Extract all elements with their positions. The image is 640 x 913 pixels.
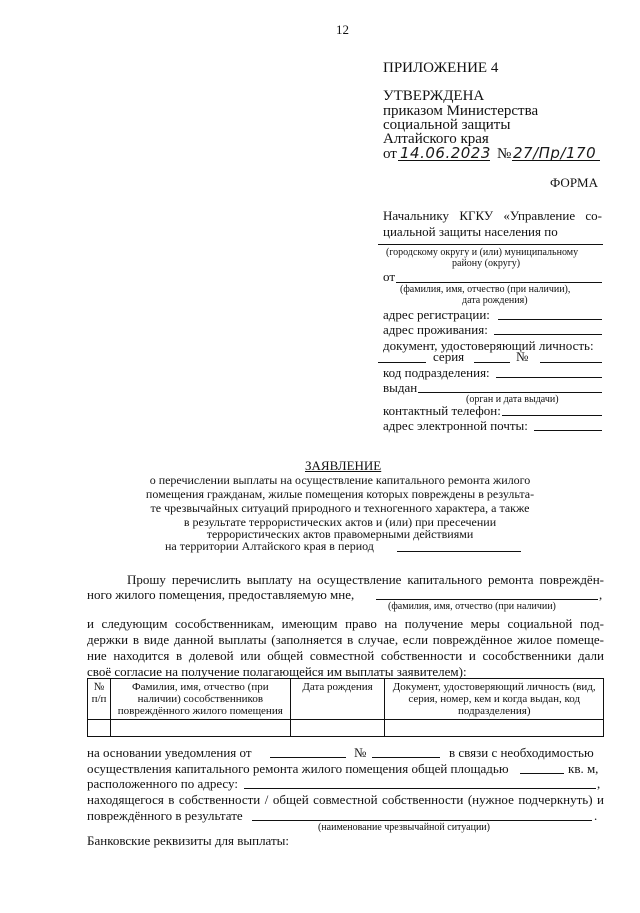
table-cell[interactable] bbox=[110, 720, 290, 737]
table-cell[interactable] bbox=[385, 720, 604, 737]
basis-l1-c: в связи с необходимостью bbox=[449, 745, 594, 760]
basis-l4: находящегося в собственности / общей совместной собственности (нужное подчеркнуть) и bbox=[87, 792, 604, 807]
reg-address-field[interactable] bbox=[498, 319, 602, 320]
bank-details-label: Банковские реквизиты для выплаты: bbox=[87, 833, 290, 848]
applicant-hint1: (фамилия, имя, отчество (при наличии), bbox=[400, 284, 571, 295]
table-header-birthdate: Дата рождения bbox=[290, 679, 385, 720]
page-number: 12 bbox=[336, 22, 349, 37]
division-code-field[interactable] bbox=[496, 377, 602, 378]
issued-field[interactable] bbox=[418, 392, 602, 393]
table-header-name: Фамилия, имя, отчество (при наличии) сособственников повреждённого жилого помещения bbox=[110, 679, 290, 720]
issued-label: выдан bbox=[383, 380, 418, 395]
notice-date-field[interactable] bbox=[270, 757, 346, 758]
reg-address-label: адрес регистрации: bbox=[383, 307, 490, 322]
table-cell[interactable] bbox=[88, 720, 111, 737]
basis-l1-a: на основании уведомления от bbox=[87, 745, 252, 760]
statement-line3: те чрезвычайных ситуаций природного и техногенного характера, а также bbox=[150, 501, 530, 515]
table-header-number: № п/п bbox=[88, 679, 111, 720]
approved-line3: Алтайского края bbox=[383, 131, 489, 147]
emergency-name-field[interactable] bbox=[252, 820, 592, 821]
period-field[interactable] bbox=[397, 551, 521, 552]
applicant-fio-field[interactable] bbox=[376, 599, 598, 600]
district-hint1: (городскому округу и (или) муниципальному bbox=[386, 247, 579, 258]
approved-title: УТВЕРЖДЕНА bbox=[383, 88, 485, 104]
basis-l3-comma: , bbox=[597, 776, 601, 791]
p2-line1: и следующим сособственникам, имеющим право на получение меры социальной под- bbox=[87, 616, 604, 631]
phone-label: контактный телефон: bbox=[383, 403, 501, 418]
statement-line2: помещения гражданам, жилые помещения которых повреждены в результа- bbox=[145, 487, 535, 501]
statement-line1: о перечислении выплаты на осуществление капитального ремонта жилого bbox=[149, 473, 531, 487]
applicant-name-field[interactable] bbox=[396, 282, 602, 283]
p1-comma: , bbox=[599, 587, 603, 602]
appendix-label: ПРИЛОЖЕНИЕ 4 bbox=[383, 60, 499, 76]
addressee-line2: циальной защиты населения по bbox=[383, 224, 558, 239]
district-hint2: району (округу) bbox=[452, 258, 521, 269]
table-cell[interactable] bbox=[290, 720, 385, 737]
approved-number-value: 27/Пр/170 bbox=[513, 144, 597, 162]
property-address-field[interactable] bbox=[244, 788, 596, 789]
live-address-label: адрес проживания: bbox=[383, 322, 488, 337]
series-field[interactable] bbox=[474, 362, 510, 363]
id-doc-label: документ, удостоверяющий личность: bbox=[383, 338, 594, 353]
statement-line6: на территории Алтайского края в период bbox=[165, 539, 374, 553]
doc-number-field[interactable] bbox=[540, 362, 602, 363]
table-header-row bbox=[88, 679, 604, 720]
basis-l5-hint: (наименование чрезвычайной ситуации) bbox=[318, 822, 490, 833]
basis-l1-b: № bbox=[354, 745, 367, 760]
p1-line1: Прошу перечислить выплату на осуществление капитального ремонта повреждён- bbox=[127, 572, 604, 587]
p1-hint: (фамилия, имя, отчество (при наличии) bbox=[388, 601, 556, 612]
series-label: серия bbox=[433, 349, 465, 364]
from-label: от bbox=[383, 269, 396, 284]
applicant-hint2: дата рождения) bbox=[462, 295, 528, 306]
form-label: ФОРМА bbox=[550, 175, 598, 190]
basis-l5: повреждённого в результате bbox=[87, 808, 243, 823]
approved-number-prefix: № bbox=[497, 146, 512, 162]
doc-type-field[interactable] bbox=[378, 362, 426, 363]
email-label: адрес электронной почты: bbox=[383, 418, 528, 433]
approved-date-prefix: от bbox=[383, 146, 397, 162]
addressee-line1: Начальнику КГКУ «Управление со- bbox=[383, 208, 602, 223]
doc-number-label: № bbox=[516, 349, 529, 364]
basis-l5-dot: . bbox=[594, 808, 598, 823]
date-underline bbox=[398, 160, 490, 161]
approved-line1: приказом Министерства bbox=[383, 103, 539, 119]
statement-line4: в результате террористических актов и (или) при пресечении bbox=[183, 515, 497, 529]
issued-hint: (орган и дата выдачи) bbox=[466, 394, 559, 405]
statement-title: ЗАЯВЛЕНИЕ bbox=[305, 458, 382, 473]
basis-l2-a: осуществления капитального ремонта жилого помещения общей площадью bbox=[87, 761, 509, 776]
p2-line4: своё согласие на получение полагающейся им выплаты заявителем): bbox=[87, 664, 467, 679]
table-row bbox=[88, 720, 604, 737]
approved-date-value: 14.06.2023 bbox=[400, 144, 491, 162]
approved-line2: социальной защиты bbox=[383, 117, 511, 133]
number-underline bbox=[512, 160, 600, 161]
basis-l3: расположенного по адресу: bbox=[87, 776, 238, 791]
area-field[interactable] bbox=[520, 773, 564, 774]
p1-line2: ного жилого помещения, предоставляемую мне, bbox=[87, 587, 355, 602]
live-address-field[interactable] bbox=[494, 334, 602, 335]
p2-line2: держки в виде данной выплаты (заполняется в случае, если повреждённое жилое помеще- bbox=[87, 632, 604, 647]
district-field[interactable] bbox=[378, 244, 603, 245]
table-header-document: Документ, удостоверяющий личность (вид, серия, номер, кем и когда выдан, код подразделения) bbox=[385, 679, 604, 720]
notice-number-field[interactable] bbox=[372, 757, 440, 758]
division-code-label: код подразделения: bbox=[383, 365, 490, 380]
co-owners-table bbox=[87, 678, 604, 737]
email-field[interactable] bbox=[534, 430, 602, 431]
phone-field[interactable] bbox=[502, 415, 602, 416]
statement-line5: террористических актов правомерными действиями bbox=[206, 527, 474, 541]
basis-l2-b: кв. м, bbox=[568, 761, 599, 776]
p2-line3: ние находится в долевой или общей совместной собственности и сособственники дали bbox=[87, 648, 604, 663]
